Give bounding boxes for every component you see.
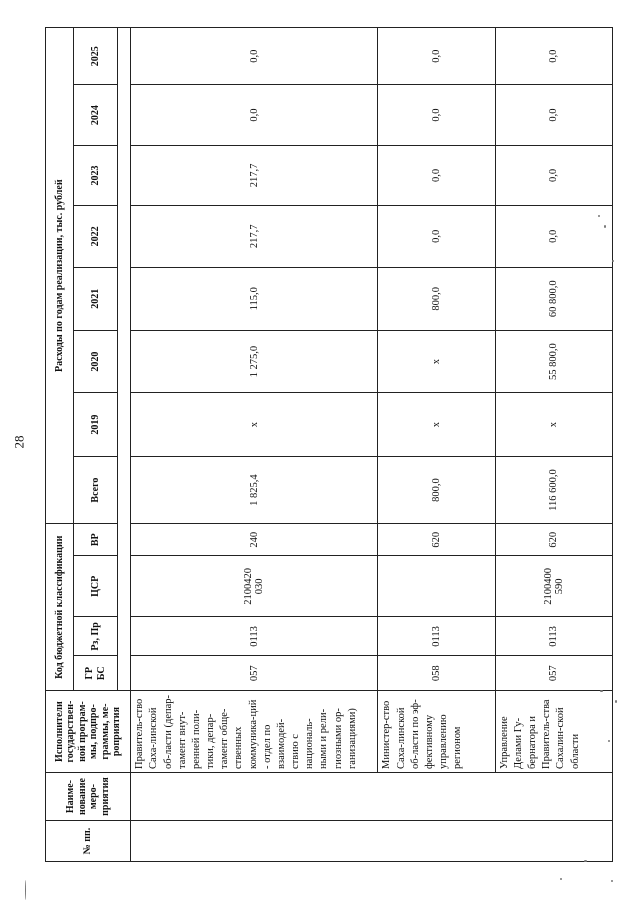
header-budget-code: Код бюджетной классификации bbox=[46, 524, 74, 691]
cell-grbs: 057 bbox=[131, 656, 378, 691]
header-year-2021: 2021 bbox=[73, 267, 118, 330]
cell-num bbox=[131, 821, 613, 862]
table-row bbox=[131, 28, 378, 862]
cell-2024: 0,0 bbox=[131, 85, 378, 145]
header-spacer bbox=[118, 28, 131, 691]
cell-executor: Министер-ство Саха-линской об-ласти по эф-фективному управлению регионом bbox=[378, 691, 495, 773]
table-row bbox=[378, 28, 495, 862]
header-year-2024: 2024 bbox=[73, 85, 118, 145]
header-year-2020: 2020 bbox=[73, 330, 118, 392]
header-year-2022: 2022 bbox=[73, 206, 118, 267]
cell-2023: 0,0 bbox=[378, 145, 495, 205]
cell-2019: x bbox=[495, 393, 612, 456]
cell-vr: 240 bbox=[131, 524, 378, 556]
cell-2021: 115,0 bbox=[131, 267, 378, 330]
header-total: Всего bbox=[73, 456, 118, 524]
cell-2025: 0,0 bbox=[378, 28, 495, 85]
cell-2020: 1 275,0 bbox=[131, 330, 378, 392]
cell-vr: 620 bbox=[378, 524, 495, 556]
cell-csr: 2100420 030 bbox=[131, 556, 378, 617]
cell-vr: 620 bbox=[495, 524, 612, 556]
cell-grbs: 058 bbox=[378, 656, 495, 691]
header-grbs: ГР БС bbox=[73, 656, 118, 691]
cell-rzpr: 0113 bbox=[131, 617, 378, 656]
header-csr: ЦСР bbox=[73, 556, 118, 617]
cell-2025: 0,0 bbox=[495, 28, 612, 85]
header-num: № пп. bbox=[46, 821, 131, 862]
cell-grbs: 057 bbox=[495, 656, 612, 691]
cell-csr bbox=[378, 556, 495, 617]
table-row bbox=[495, 28, 612, 862]
header-year-2023: 2023 bbox=[73, 145, 118, 205]
cell-total: 1 825,4 bbox=[131, 456, 378, 524]
cell-2022: 0,0 bbox=[378, 206, 495, 267]
cell-name bbox=[131, 773, 613, 821]
header-name: Наиме-нование меро-приятия bbox=[46, 773, 131, 821]
cell-2022: 217,7 bbox=[131, 206, 378, 267]
cell-2023: 217,7 bbox=[131, 145, 378, 205]
cell-csr: 2100400 590 bbox=[495, 556, 612, 617]
cell-2023: 0,0 bbox=[495, 145, 612, 205]
cell-total: 800,0 bbox=[378, 456, 495, 524]
header-vr: ВР bbox=[73, 524, 118, 556]
cell-2024: 0,0 bbox=[495, 85, 612, 145]
cell-executor: Правитель-ство Саха-линской об-ласти (депар-тамент внут-ренней поли-тики, депар-тамент обще-ственных коммуника-ций - отдел по взаимодей-ствию с националь-ными и рели-гиозными ор-ганизациями) bbox=[131, 691, 378, 773]
cell-2019: x bbox=[378, 393, 495, 456]
cell-2022: 0,0 bbox=[495, 206, 612, 267]
cell-2019: x bbox=[131, 393, 378, 456]
cell-rzpr: 0113 bbox=[495, 617, 612, 656]
cell-2021: 800,0 bbox=[378, 267, 495, 330]
cell-total: 116 600,0 bbox=[495, 456, 612, 524]
cell-2020: 55 800,0 bbox=[495, 330, 612, 392]
page-number: 28 bbox=[11, 435, 27, 449]
cell-2024: 0,0 bbox=[378, 85, 495, 145]
budget-table bbox=[45, 27, 613, 862]
header-year-2019: 2019 bbox=[73, 393, 118, 456]
cell-2021: 60 800,0 bbox=[495, 267, 612, 330]
cell-2025: 0,0 bbox=[131, 28, 378, 85]
budget-table-wrapper bbox=[45, 27, 613, 862]
cell-rzpr: 0113 bbox=[378, 617, 495, 656]
header-executor: Исполнители государствен-ной програм-мы, подпро-граммы, ме-роприятия bbox=[46, 691, 131, 773]
header-expenses: Расходы по годам реализации, тыс. рублей bbox=[46, 28, 74, 524]
header-year-2025: 2025 bbox=[73, 28, 118, 85]
cell-executor: Управление Делами Гу-бернатора и Правитель-ства Сахалин-ской области bbox=[495, 691, 612, 773]
header-rzpr: Рз, Пр bbox=[73, 617, 118, 656]
cell-2020: x bbox=[378, 330, 495, 392]
